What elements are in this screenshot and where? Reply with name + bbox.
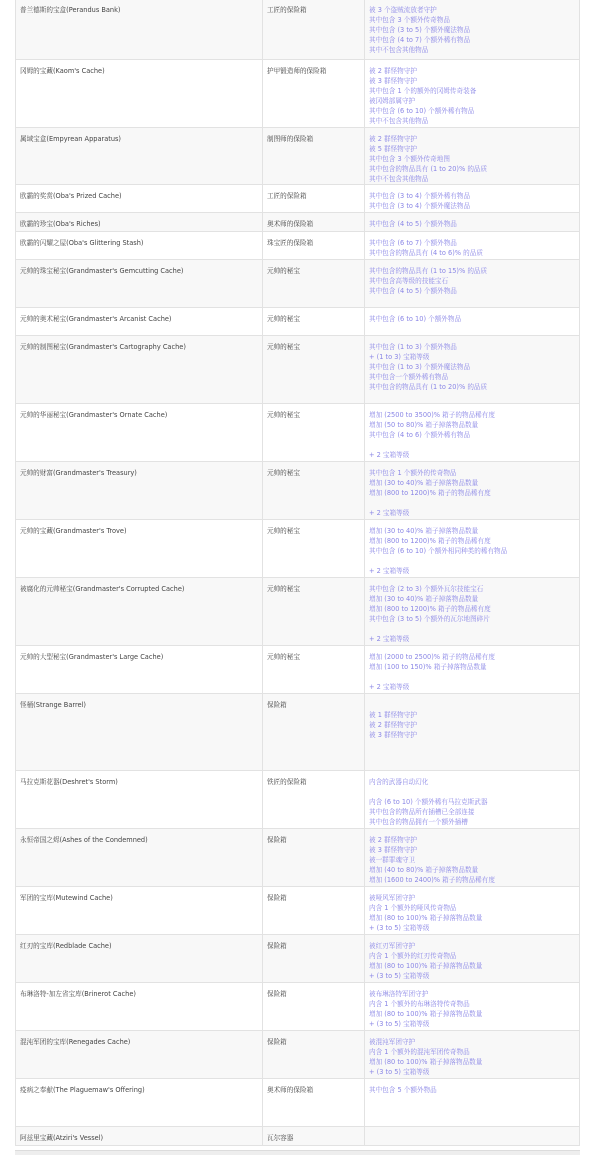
strongbox-name: 欧霸的奖赏(Oba's Prized Cache) [16, 185, 263, 213]
strongbox-type: 护甲锻造师的保险箱 [263, 60, 365, 128]
effect-line: 增加 (2000 to 2500)% 箱子的物品稀有度 [369, 653, 495, 661]
effect-line: 被哑风军团守护 [369, 894, 416, 902]
effect-line: 增加 (30 to 40)% 箱子掉落物品数量 [369, 479, 479, 487]
strongbox-type: 珠宝匠的保险箱 [263, 232, 365, 260]
strongbox-name: 元帅的华丽秘宝(Grandmaster's Ornate Cache) [16, 404, 263, 462]
effect-line: + 2 宝箱等级 [369, 683, 410, 691]
effect-line: + (1 to 3) 宝箱等级 [369, 353, 430, 361]
effect-line: 被冈姆部属守护 [369, 97, 416, 105]
effect-line: 内含 1 个额外的红刃传奇物品 [369, 952, 457, 960]
strongbox-name: 元帅的制图秘宝(Grandmaster's Cartography Cache) [16, 336, 263, 404]
strongbox-name: 永恒帝国之烬(Ashes of the Condemned) [16, 829, 263, 887]
effect-line: 其中包含 (6 to 10) 个额外稀有物品 [369, 107, 475, 115]
strongbox-type: 工匠的保险箱 [263, 185, 365, 213]
strongbox-effects [365, 829, 580, 887]
strongbox-name: 普兰德斯的宝盒(Perandus Bank) [16, 0, 263, 60]
strongbox-type: 工匠的保险箱 [263, 0, 365, 60]
effect-line: 被 2 群怪物守护 [369, 836, 417, 844]
strongbox-effects [365, 1127, 580, 1146]
effect-line: 增加 (1600 to 2400)% 箱子的物品稀有度 [369, 876, 495, 884]
table-row [16, 771, 580, 829]
table-row [16, 1031, 580, 1079]
table-row [16, 578, 580, 646]
table-row [16, 935, 580, 983]
strongbox-type: 元帅的秘宝 [263, 646, 365, 694]
effect-line: 其中包含 (3 to 4) 个额外魔法物品 [369, 202, 471, 210]
table-row [16, 887, 580, 935]
strongbox-type: 元帅的秘宝 [263, 336, 365, 404]
effect-line: 其中包含的物品具有 (4 to 6)% 的品质 [369, 249, 483, 257]
strongbox-type: 保险箱 [263, 829, 365, 887]
effect-line: 其中包含 5 个额外物品 [369, 1086, 437, 1094]
strongbox-effects [365, 60, 580, 128]
strongbox-name: 马拉克斯花器(Deshret's Storm) [16, 771, 263, 829]
table-row [16, 128, 580, 185]
effect-line: 其中包含 (3 to 5) 个额外魔法物品 [369, 26, 471, 34]
effect-line: + 2 宝箱等级 [369, 451, 410, 459]
effect-line: 被 2 群怪物守护 [369, 135, 417, 143]
table-row [16, 520, 580, 578]
strongbox-name: 元帅的宝藏(Grandmaster's Trove) [16, 520, 263, 578]
effect-line: + (3 to 5) 宝箱等级 [369, 924, 430, 932]
effect-line: 内含 (6 to 10) 个额外稀有马拉克斯武器 [369, 798, 488, 806]
strongbox-effects [365, 578, 580, 646]
effect-line: 内含 1 个额外的哑风传奇物品 [369, 904, 457, 912]
strongbox-type: 瓦尔容器 [263, 1127, 365, 1146]
effect-line [369, 672, 575, 682]
effect-line: 增加 (80 to 100)% 箱子掉落物品数量 [369, 1010, 483, 1018]
table-row [16, 336, 580, 404]
strongbox-type: 保险箱 [263, 694, 365, 771]
effect-line: 其中不包含其他物品 [369, 117, 429, 125]
strongbox-table [15, 0, 580, 1146]
effect-line: 其中包含 (4 to 6) 个额外稀有物品 [369, 431, 471, 439]
effect-line: 其中包含的物品所有插槽已全部连接 [369, 808, 475, 816]
table-row [16, 0, 580, 60]
effect-line: 被 2 群怪物守护 [369, 67, 417, 75]
effect-line: 被红刃军团守护 [369, 942, 416, 950]
strongbox-type: 元帅的秘宝 [263, 578, 365, 646]
effect-line: 被 2 群怪物守护 [369, 721, 417, 729]
effect-line: 其中包含 (3 to 4) 个额外稀有物品 [369, 192, 471, 200]
effect-line: 被 3 个盗贼流放者守护 [369, 6, 437, 14]
effect-line: 其中包含 3 个额外传奇物品 [369, 16, 450, 24]
strongbox-table-body [16, 0, 580, 1146]
strongbox-type: 铁匠的保险箱 [263, 771, 365, 829]
table-row [16, 60, 580, 128]
strongbox-name: 元帅的奥术秘宝(Grandmaster's Arcanist Cache) [16, 308, 263, 336]
effect-line: 增加 (80 to 100)% 箱子掉落物品数量 [369, 914, 483, 922]
strongbox-name: 混沌军团的宝库(Renegades Cache) [16, 1031, 263, 1079]
strongbox-name: 被腐化的元帅秘宝(Grandmaster's Corrupted Cache) [16, 578, 263, 646]
effect-line: 其中包含 (1 to 3) 个额外魔法物品 [369, 363, 471, 371]
effect-line: 其中包含 3 个额外传奇地图 [369, 155, 450, 163]
strongbox-type: 保险箱 [263, 935, 365, 983]
effect-line: + (3 to 5) 宝箱等级 [369, 1068, 430, 1076]
strongbox-name: 欧霸的珍宝(Oba's Riches) [16, 213, 263, 232]
effect-line: 其中包含 (4 to 5) 个额外物品 [369, 220, 457, 228]
table-row [16, 404, 580, 462]
strongbox-effects [365, 336, 580, 404]
effect-line: 其中不包含其他物品 [369, 46, 429, 54]
strongbox-effects [365, 1031, 580, 1079]
effect-line: 增加 (100 to 150)% 箱子掉落物品数量 [369, 663, 487, 671]
effect-line: 内含的武器自动幻化 [369, 778, 429, 786]
effect-line: 增加 (40 to 80)% 箱子掉落物品数量 [369, 866, 479, 874]
effect-line: 其中包含 1 个的额外的冈姆传奇装备 [369, 87, 477, 95]
effect-line [369, 556, 575, 566]
strongbox-type: 保险箱 [263, 983, 365, 1031]
strongbox-type: 奥术师的保险箱 [263, 1079, 365, 1127]
effect-line: 其中包含一个额外稀有物品 [369, 373, 449, 381]
strongbox-name: 元帅的珠宝秘宝(Grandmaster's Gemcutting Cache) [16, 260, 263, 308]
table-row [16, 232, 580, 260]
strongbox-type: 元帅的秘宝 [263, 404, 365, 462]
effect-line: 被混沌军团守护 [369, 1038, 416, 1046]
effect-line: 其中包含 (3 to 5) 个额外的瓦尔地图碎片 [369, 615, 490, 623]
effect-line: 增加 (30 to 40)% 箱子掉落物品数量 [369, 595, 479, 603]
strongbox-type: 元帅的秘宝 [263, 520, 365, 578]
effect-line: 被布琳洛特军团守护 [369, 990, 429, 998]
strongbox-name: 冈姆的宝藏(Kaom's Cache) [16, 60, 263, 128]
strongbox-name: 疫病之奉献(The Plaguemaw's Offering) [16, 1079, 263, 1127]
effect-line: 增加 (50 to 80)% 箱子掉落物品数量 [369, 421, 479, 429]
table-row [16, 1127, 580, 1146]
strongbox-name: 属域宝盒(Empyrean Apparatus) [16, 128, 263, 185]
effect-line: 其中包含 (4 to 7) 个额外稀有物品 [369, 36, 471, 44]
strongbox-name: 怪桶(Strange Barrel) [16, 694, 263, 771]
table-row [16, 462, 580, 520]
effect-line: 其中包含 (4 to 5) 个额外物品 [369, 287, 457, 295]
effect-line: 增加 (30 to 40)% 箱子掉落物品数量 [369, 527, 479, 535]
table-row [16, 646, 580, 694]
effect-line: 增加 (800 to 1200)% 箱子的物品稀有度 [369, 537, 491, 545]
strongbox-effects [365, 128, 580, 185]
next-table-edge [15, 1150, 580, 1155]
effect-line: 被 1 群怪物守护 [369, 711, 417, 719]
effect-line [369, 700, 575, 710]
effect-line: + (3 to 5) 宝箱等级 [369, 1020, 430, 1028]
strongbox-name: 军团的宝库(Mutewind Cache) [16, 887, 263, 935]
effect-line: + 2 宝箱等级 [369, 509, 410, 517]
strongbox-name: 欧霸的闪耀之屋(Oba's Glittering Stash) [16, 232, 263, 260]
strongbox-effects [365, 520, 580, 578]
strongbox-name: 布琳洛特-加左省宝库(Brinerot Cache) [16, 983, 263, 1031]
strongbox-effects [365, 260, 580, 308]
effect-line: 其中包含 (2 to 3) 个额外瓦尔技能宝石 [369, 585, 484, 593]
effect-line [369, 498, 575, 508]
strongbox-type: 元帅的秘宝 [263, 260, 365, 308]
effect-line: 增加 (800 to 1200)% 箱子的物品稀有度 [369, 605, 491, 613]
effect-line: 其中包含的物品具有 (1 to 20)% 的品质 [369, 383, 488, 391]
table-row [16, 185, 580, 213]
effect-line: 被 3 群怪物守护 [369, 77, 417, 85]
effect-line: 增加 (80 to 100)% 箱子掉落物品数量 [369, 1058, 483, 1066]
effect-line: 增加 (800 to 1200)% 箱子的物品稀有度 [369, 489, 491, 497]
strongbox-effects [365, 232, 580, 260]
effect-line: 增加 (80 to 100)% 箱子掉落物品数量 [369, 962, 483, 970]
effect-line: 其中包含 1 个额外的传奇物品 [369, 469, 457, 477]
strongbox-name: 元帅的大型秘宝(Grandmaster's Large Cache) [16, 646, 263, 694]
effect-line: 其中包含的物品具有 (1 to 15)% 的品质 [369, 267, 488, 275]
effect-line: + (3 to 5) 宝箱等级 [369, 972, 430, 980]
strongbox-effects [365, 0, 580, 60]
effect-line: 其中包含的物品具有 (1 to 20)% 的品质 [369, 165, 488, 173]
effect-line [369, 787, 575, 797]
strongbox-effects [365, 935, 580, 983]
effect-line: 其中包含 (6 to 7) 个额外物品 [369, 239, 457, 247]
effect-line: 增加 (2500 to 3500)% 箱子的物品稀有度 [369, 411, 495, 419]
effect-line: 其中包含高等级的技能宝石 [369, 277, 449, 285]
effect-line: 被 3 群怪物守护 [369, 731, 417, 739]
effect-line: 其中不包含其他物品 [369, 175, 429, 183]
effect-line: 其中包含 (6 to 10) 个额外相同种类的稀有物品 [369, 547, 508, 555]
table-row [16, 308, 580, 336]
table-row [16, 694, 580, 771]
effect-line: 其中包含 (6 to 10) 个额外物品 [369, 315, 462, 323]
table-row [16, 983, 580, 1031]
table-row [16, 1079, 580, 1127]
strongbox-type: 元帅的秘宝 [263, 462, 365, 520]
effect-line: + 2 宝箱等级 [369, 567, 410, 575]
strongbox-effects [365, 462, 580, 520]
effect-line: 其中包含 (1 to 3) 个额外物品 [369, 343, 457, 351]
strongbox-name: 阿兹里宝藏(Atziri's Vessel) [16, 1127, 263, 1146]
strongbox-effects [365, 887, 580, 935]
table-row [16, 829, 580, 887]
strongbox-effects [365, 185, 580, 213]
effect-line: 被 5 群怪物守护 [369, 145, 417, 153]
effect-line: 被一群罪魂守卫 [369, 856, 416, 864]
effect-line: + 2 宝箱等级 [369, 635, 410, 643]
strongbox-effects [365, 404, 580, 462]
table-row [16, 260, 580, 308]
table-row [16, 213, 580, 232]
effect-line [369, 440, 575, 450]
strongbox-type: 保险箱 [263, 887, 365, 935]
strongbox-effects [365, 694, 580, 771]
effect-line: 其中包含的物品拥有一个额外插槽 [369, 818, 468, 826]
strongbox-type: 制图师的保险箱 [263, 128, 365, 185]
strongbox-effects [365, 1079, 580, 1127]
effect-line: 内含 1 个额外的布琳洛特传奇物品 [369, 1000, 470, 1008]
strongbox-effects [365, 983, 580, 1031]
effect-line: 内含 1 个额外的混沌军团传奇物品 [369, 1048, 470, 1056]
strongbox-effects [365, 308, 580, 336]
strongbox-effects [365, 213, 580, 232]
strongbox-name: 元帅的财富(Grandmaster's Treasury) [16, 462, 263, 520]
strongbox-type: 元帅的秘宝 [263, 308, 365, 336]
strongbox-type: 奥术师的保险箱 [263, 213, 365, 232]
strongbox-effects [365, 771, 580, 829]
strongbox-effects [365, 646, 580, 694]
effect-line: 被 3 群怪物守护 [369, 846, 417, 854]
effect-line [369, 624, 575, 634]
strongbox-type: 保险箱 [263, 1031, 365, 1079]
strongbox-name: 红刃的宝库(Redblade Cache) [16, 935, 263, 983]
